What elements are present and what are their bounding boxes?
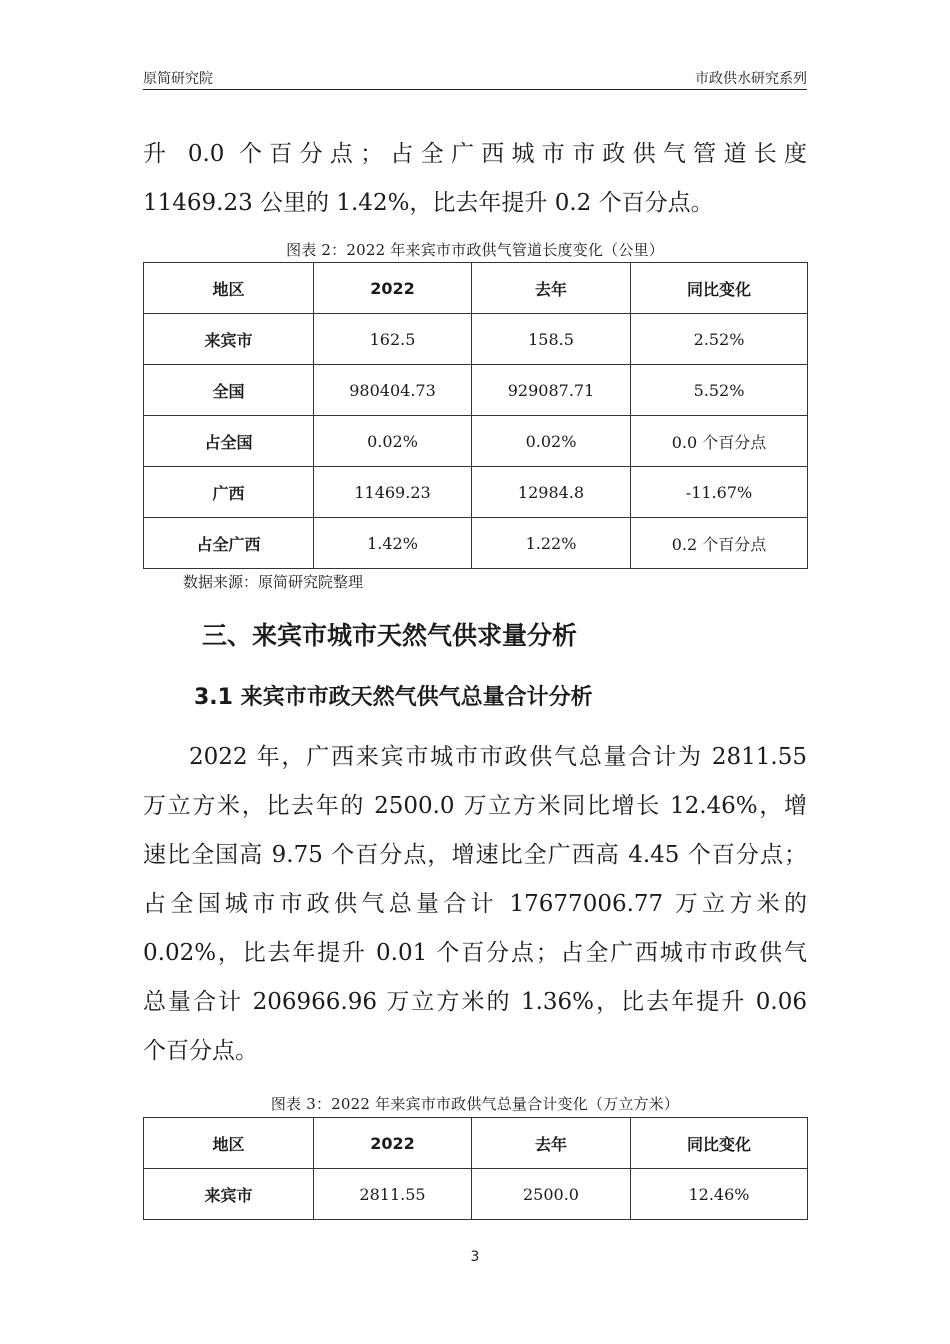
table-cell: -11.67% (631, 467, 808, 518)
table-row (144, 416, 808, 467)
table-cell: 2.52% (631, 314, 808, 365)
section-heading: 三、来宾市城市天然气供求量分析 (202, 621, 578, 650)
row-header: 来宾市 (144, 314, 314, 365)
table-row (144, 365, 808, 416)
intro-paragraph (143, 130, 807, 228)
table3 (143, 1117, 808, 1220)
table2 (143, 262, 808, 569)
table-cell: 12984.8 (472, 467, 631, 518)
table-row (144, 314, 808, 365)
table-cell: 5.52% (631, 365, 808, 416)
table-cell: 0.0 个百分点 (631, 416, 808, 467)
page-number: 3 (470, 1249, 480, 1265)
paragraph-line: 升 0.0 个百分点；占全广西城市市政供气管道长度 (143, 141, 807, 167)
table-cell: 929087.71 (472, 365, 631, 416)
column-header: 地区 (144, 1118, 314, 1169)
row-header: 占全广西 (144, 518, 314, 569)
table-cell: 1.22% (472, 518, 631, 569)
column-header: 2022 (314, 1118, 472, 1169)
table-header-row (144, 1118, 808, 1169)
paragraph-line: 占全国城市市政供气总量合计 17677006.77 万立方米的 (143, 891, 807, 917)
column-header: 2022 (314, 263, 472, 314)
column-header: 去年 (472, 1118, 631, 1169)
header-right-title: 市政供水研究系列 (695, 71, 807, 87)
subsection-heading: 3.1 来宾市市政天然气供气总量合计分析 (194, 685, 593, 710)
column-header: 同比变化 (631, 263, 808, 314)
table-cell: 980404.73 (314, 365, 472, 416)
header-left-title: 原简研究院 (143, 71, 213, 87)
row-header: 广西 (144, 467, 314, 518)
row-header: 来宾市 (144, 1169, 314, 1220)
paragraph-line: 2022 年，广西来宾市城市市政供气总量合计为 2811.55 (189, 744, 807, 770)
table-row (144, 518, 808, 569)
column-header: 同比变化 (631, 1118, 808, 1169)
row-header: 占全国 (144, 416, 314, 467)
row-header: 全国 (144, 365, 314, 416)
table-cell: 12.46% (631, 1169, 808, 1220)
table2-source-note: 数据来源：原简研究院整理 (183, 573, 364, 591)
table-cell: 0.2 个百分点 (631, 518, 808, 569)
table-cell: 158.5 (472, 314, 631, 365)
table-cell: 1.42% (314, 518, 472, 569)
table-cell: 162.5 (314, 314, 472, 365)
paragraph-line: 总量合计 206966.96 万立方米的 1.36%，比去年提升 0.06 (143, 989, 807, 1015)
table-header-row (144, 263, 808, 314)
paragraph-line: 0.02%，比去年提升 0.01 个百分点；占全广西城市市政供气 (143, 940, 807, 966)
paragraph-line: 万立方米，比去年的 2500.0 万立方米同比增长 12.46%，增 (143, 793, 807, 819)
paragraph-line: 速比全国高 9.75 个百分点，增速比全广西高 4.45 个百分点； (143, 842, 807, 868)
table-row (144, 1169, 808, 1220)
table-cell: 2500.0 (472, 1169, 631, 1220)
table-cell: 0.02% (314, 416, 472, 467)
paragraph-line: 个百分点。 (143, 1038, 258, 1064)
column-header: 地区 (144, 263, 314, 314)
header-divider (143, 89, 807, 90)
table-cell: 0.02% (472, 416, 631, 467)
table-cell: 2811.55 (314, 1169, 472, 1220)
table-row (144, 467, 808, 518)
table-cell: 11469.23 (314, 467, 472, 518)
column-header: 去年 (472, 263, 631, 314)
paragraph-line: 11469.23 公里的 1.42%，比去年提升 0.2 个百分点。 (143, 190, 714, 216)
table2-caption: 图表 2：2022 年来宾市市政供气管道长度变化（公里） (286, 241, 664, 259)
table3-caption: 图表 3：2022 年来宾市市政供气总量合计变化（万立方米） (270, 1095, 680, 1113)
body-paragraph (143, 733, 807, 1076)
